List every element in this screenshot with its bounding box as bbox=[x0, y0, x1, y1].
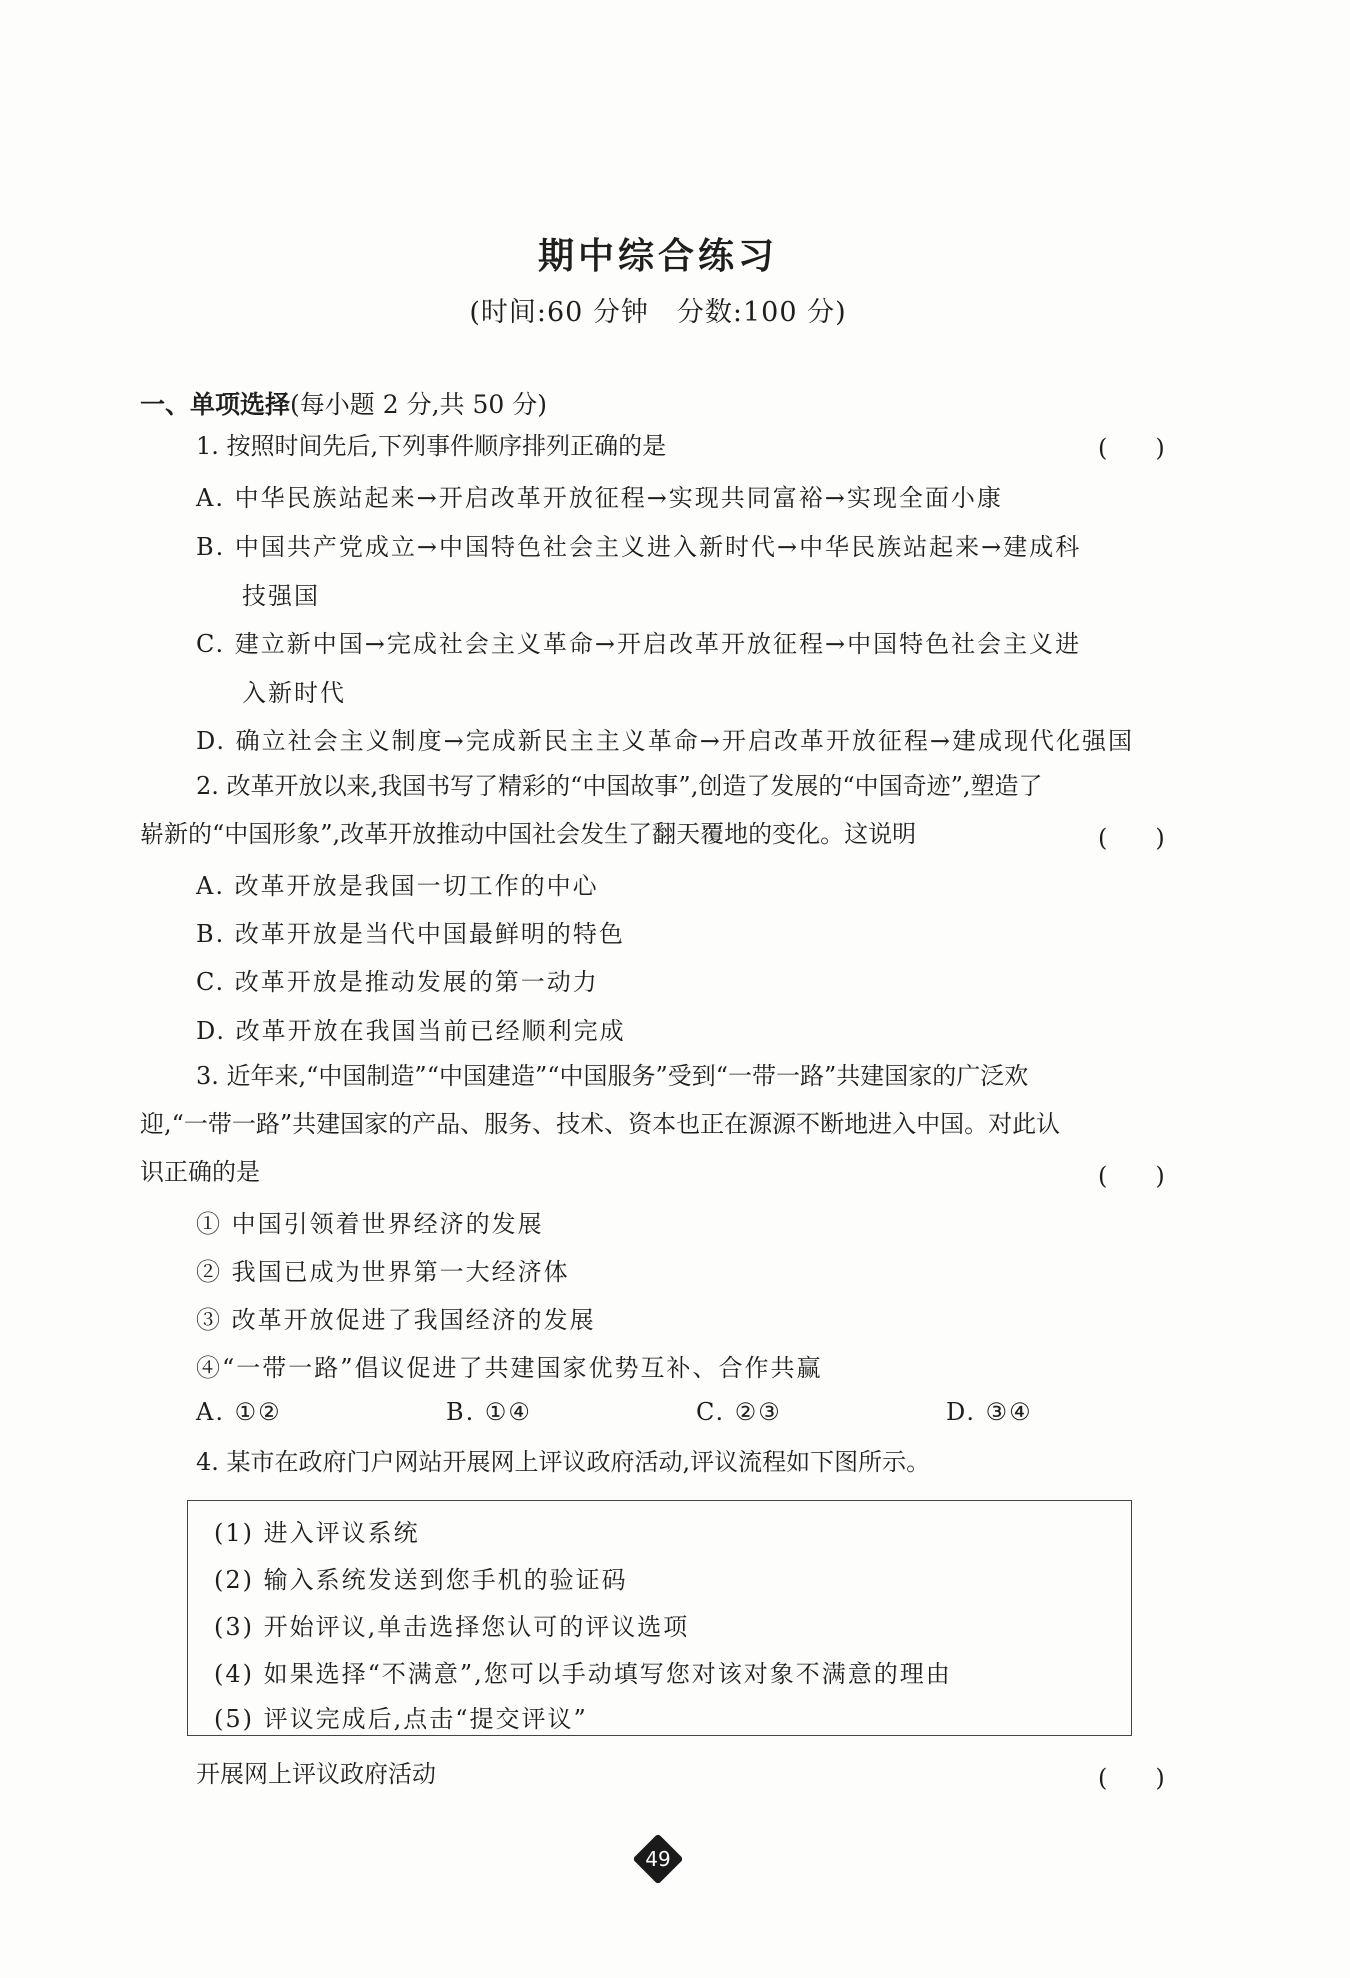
q3-answer-paren[interactable]: ( ) bbox=[1098, 1162, 1165, 1190]
q3-statement-1: ① 中国引领着世界经济的发展 bbox=[196, 1210, 544, 1238]
q4-stem: 4. 某市在政府门户网站开展网上评议政府活动,评议流程如下图所示。 bbox=[196, 1448, 931, 1476]
section-heading bbox=[140, 385, 547, 421]
q2-option-c: C. 改革开放是推动发展的第一动力 bbox=[196, 968, 599, 996]
q2-stem: 2. 改革开放以来,我国书写了精彩的“中国故事”,创造了发展的“中国奇迹”,塑造了 bbox=[196, 772, 1043, 800]
q4-tail: 开展网上评议政府活动 bbox=[196, 1760, 436, 1788]
q2-answer-paren[interactable]: ( ) bbox=[1098, 824, 1165, 852]
section-note: (每小题 2 分,共 50 分) bbox=[290, 390, 547, 419]
q4-step-4: (4) 如果选择“不满意”,您可以手动填写您对该对象不满意的理由 bbox=[214, 1660, 952, 1688]
exam-info: (时间:60 分钟 分数:100 分) bbox=[469, 297, 847, 328]
q3-statement-3: ③ 改革开放促进了我国经济的发展 bbox=[196, 1306, 596, 1334]
page-title: 期中综合练习 bbox=[537, 236, 778, 277]
q1-option-c: C. 建立新中国→完成社会主义革命→开启改革开放征程→中国特色社会主义进 bbox=[196, 630, 1082, 658]
q1-stem: 1. 按照时间先后,下列事件顺序排列正确的是 bbox=[196, 432, 667, 460]
q4-step-2: (2) 输入系统发送到您手机的验证码 bbox=[214, 1566, 628, 1594]
q3-option-d: D. ③④ bbox=[946, 1398, 1033, 1426]
q3-option-c: C. ②③ bbox=[696, 1398, 782, 1426]
page-number-badge bbox=[636, 1837, 680, 1881]
q4-step-5: (5) 评议完成后,点击“提交评议” bbox=[214, 1705, 588, 1733]
q2-option-d: D. 改革开放在我国当前已经顺利完成 bbox=[196, 1017, 626, 1045]
q3-stem-cont2: 识正确的是 bbox=[140, 1158, 260, 1186]
q1-option-a: A. 中华民族站起来→开启改革开放征程→实现共同富裕→实现全面小康 bbox=[196, 484, 1003, 512]
q1-answer-paren[interactable]: ( ) bbox=[1098, 434, 1165, 462]
q3-option-b: B. ①④ bbox=[446, 1398, 532, 1426]
page-number: 49 bbox=[645, 1847, 671, 1871]
section-title: 一、单项选择 bbox=[140, 390, 291, 419]
q3-stem: 3. 近年来,“中国制造”“中国建造”“中国服务”受到“一带一路”共建国家的广泛欢 bbox=[196, 1062, 1029, 1090]
q2-option-a: A. 改革开放是我国一切工作的中心 bbox=[196, 872, 599, 900]
q4-process-box bbox=[187, 1500, 1132, 1736]
q4-answer-paren[interactable]: ( ) bbox=[1098, 1764, 1165, 1792]
q4-step-3: (3) 开始评议,单击选择您认可的评议选项 bbox=[214, 1613, 690, 1641]
q2-stem-cont: 崭新的“中国形象”,改革开放推动中国社会发生了翻天覆地的变化。这说明 bbox=[140, 820, 917, 848]
q1-option-b-cont: 技强国 bbox=[242, 582, 320, 610]
q3-stem-cont: 迎,“一带一路”共建国家的产品、服务、技术、资本也正在源源不断地进入中国。对此认 bbox=[140, 1110, 1061, 1138]
q3-statement-4: ④“一带一路”倡议促进了共建国家优势互补、合作共赢 bbox=[196, 1354, 823, 1382]
q3-option-a: A. ①② bbox=[196, 1398, 282, 1426]
q1-option-c-cont: 入新时代 bbox=[242, 679, 346, 707]
q1-option-d: D. 确立社会主义制度→完成新民主主义革命→开启改革开放征程→建成现代化强国 bbox=[196, 727, 1134, 755]
q3-statement-2: ② 我国已成为世界第一大经济体 bbox=[196, 1258, 570, 1286]
q1-option-b: B. 中国共产党成立→中国特色社会主义进入新时代→中华民族站起来→建成科 bbox=[196, 533, 1082, 561]
q2-option-b: B. 改革开放是当代中国最鲜明的特色 bbox=[196, 920, 625, 948]
q4-step-1: (1) 进入评议系统 bbox=[214, 1519, 420, 1547]
